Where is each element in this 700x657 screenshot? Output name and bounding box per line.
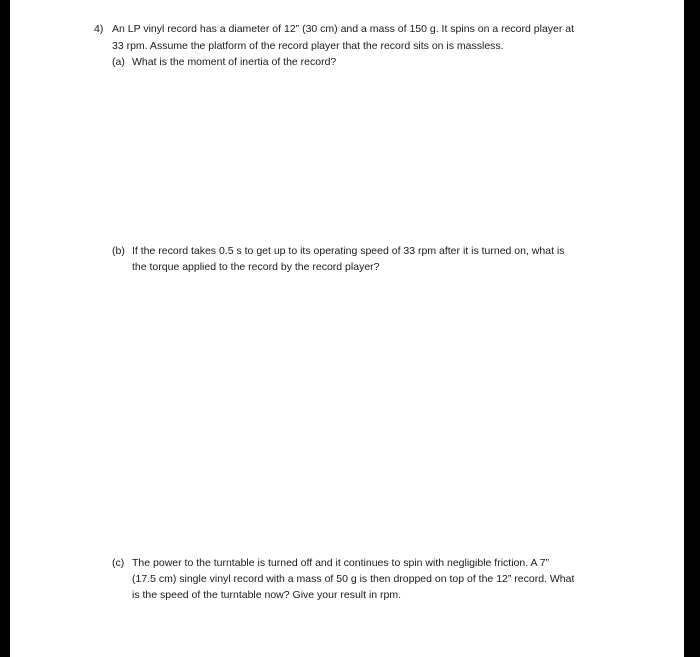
part-c-label: (c) [112, 557, 125, 569]
part-c-text-line-1: The power to the turntable is turned off and it continues to spin with negligible friction. A 7” [132, 557, 550, 569]
part-c-text-line-3: is the speed of the turntable now? Give your result in rpm. [132, 589, 402, 601]
part-a-text: What is the moment of inertia of the record? [132, 56, 337, 68]
document-page [10, 0, 684, 657]
question-intro-line-1: An LP vinyl record has a diameter of 12” (30 cm) and a mass of 150 g. It spins on a record player at [112, 23, 575, 35]
part-b-text-line-2: the torque applied to the record by the record player? [132, 261, 380, 273]
part-a-label: (a) [112, 56, 125, 68]
part-c-text-line-2: (17.5 cm) single vinyl record with a mass of 50 g is then dropped on top of the 12” record. What [132, 573, 575, 585]
question-number: 4) [94, 23, 104, 35]
question-intro-line-2: 33 rpm. Assume the platform of the record player that the record sits on is massless. [112, 40, 504, 52]
part-b-text-line-1: If the record takes 0.5 s to get up to its operating speed of 33 rpm after it is turned on, what is [132, 245, 565, 257]
part-b-label: (b) [112, 245, 125, 257]
